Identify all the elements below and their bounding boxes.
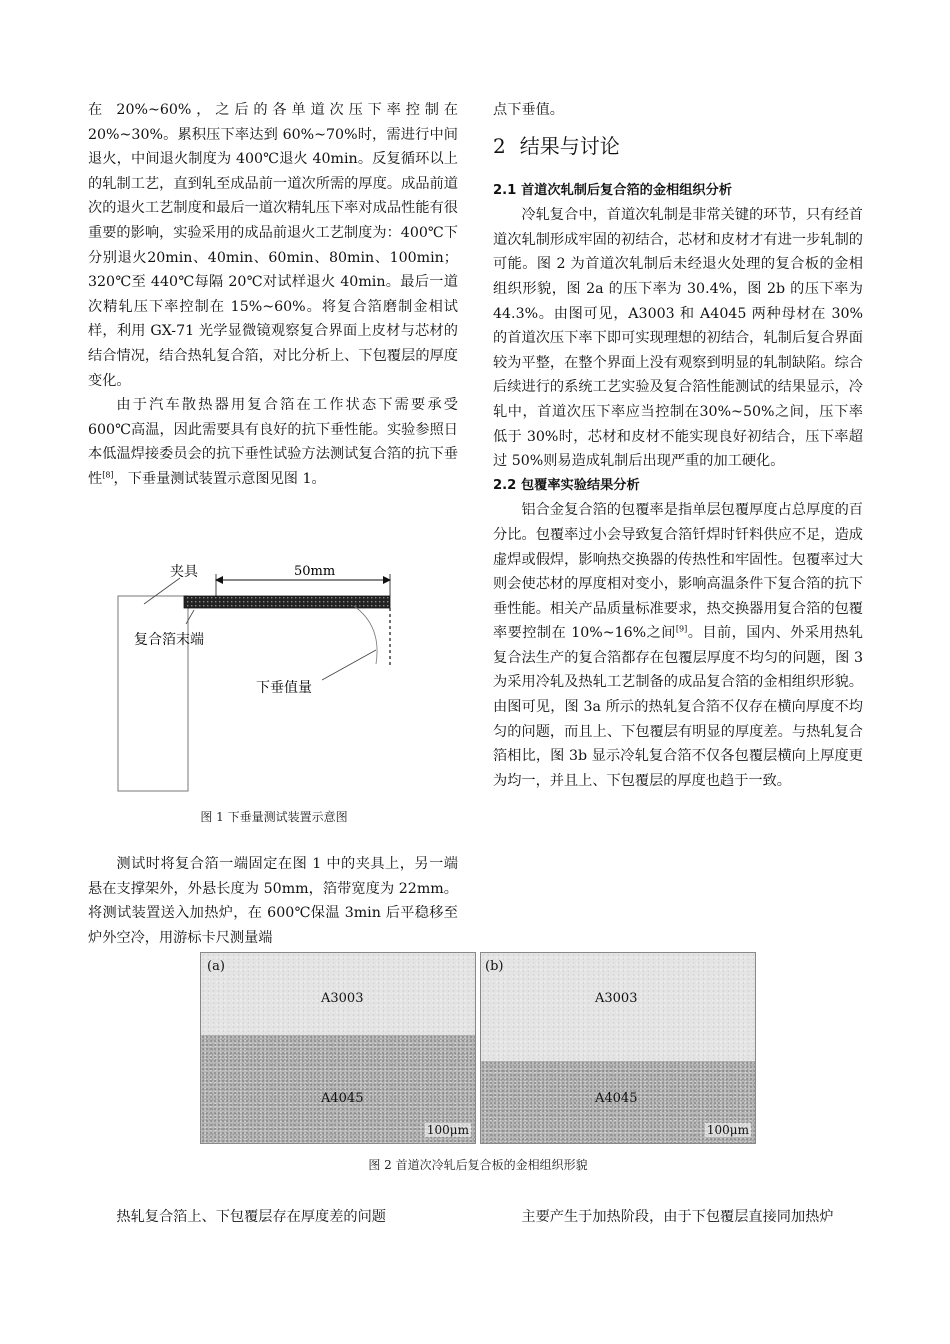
left-column-continued [88, 852, 458, 950]
support-frame [118, 596, 188, 791]
paragraph-text: 铝合金复合箔的包覆率是指单层包覆厚度占总厚度的百分比。包覆率过小会导致复合箔钎焊时钎料供应不足，造成虚焊或假焊，影响热交换器的传热性和牢固性。包覆率过大则会使芯材的厚度相对变小，影响高温条件下复合箔的抗下垂性能。相关产品质量标准要求，热交换器用复合箔的包覆率要控制在 10%~16%之间 [493, 502, 863, 642]
right-column-bottom [493, 1205, 863, 1230]
figure-1-caption: 图 1 下垂量测试装置示意图 [200, 810, 348, 824]
figure-1 [114, 556, 464, 796]
subsection-heading: 2.2 包覆率实验结果分析 [493, 477, 640, 493]
paragraph-text: ，下垂量测试装置示意图见图 1。 [113, 470, 326, 487]
bottom-layer-label: A4045 [595, 1091, 638, 1106]
end-leader-line [186, 610, 194, 624]
sag-leader-line [322, 650, 376, 680]
citation: [9] [675, 624, 688, 634]
paragraph: 在 20%~60%，之后的各单道次压下率控制在20%~30%。累积压下率达到 60%~70%时，需进行中间退火，中间退火制度为 400℃退火 40min。反复循环以上的轧制工艺，直到轧至成品前一道次所需的厚度。成品前道次的退火工艺制度和最后一道次精轧压下率对成品性能有很重要的影响，实验采用的成品前退火工艺制度为：400℃下分别退火20min、40min、60min、80min、100min；320℃至 440℃每隔 20℃对试样退火 40min。最后一道次精轧压下率控制在 15%~60%。将复合箔磨制金相试样，利用 GX-71 光学显微镜观察复合界面上皮材与芯材的结合情况，结合热轧复合箔，对比分析上、下包覆层的厚度变化。 [88, 102, 458, 389]
section-title: 结果与讨论 [519, 133, 620, 158]
section-heading [493, 133, 863, 159]
left-column [88, 98, 458, 492]
citation: [8] [102, 470, 114, 480]
paragraph: 测试时将复合箔一端固定在图 1 中的夹具上，另一端悬在支撑架外，外悬长度为 50mm，箔带宽度为 22mm。将测试装置送入加热炉，在 600℃保温 3min 后平稳移至炉外空冷，用游标卡尺测量端 [88, 856, 458, 946]
subsection-heading: 2.1 首道次轧制后复合箔的金相组织分析 [493, 182, 732, 198]
a3003-layer [481, 953, 755, 1061]
bottom-layer-label: A4045 [321, 1091, 364, 1106]
sag-label: 下垂值量 [256, 680, 312, 696]
top-layer-label: A3003 [595, 991, 638, 1006]
clamp-label: 夹具 [170, 564, 198, 580]
length-label: 50mm [294, 564, 336, 579]
scale-bar: 100μm [426, 1123, 469, 1137]
paragraph-text: 由于汽车散热器用复合箔在工作状态下需要承受 600℃高温，因此需要具有良好的抗下垂性能。实验参照日本低温焊接委员会的抗下垂性试验方法测试复合箔的抗下垂性 [88, 397, 458, 487]
paragraph [88, 393, 458, 491]
micrograph-a [200, 952, 476, 1144]
figure-2-caption: 图 2 首道次冷轧后复合板的金相组织形貌 [368, 1158, 588, 1172]
panel-tag: (b) [485, 959, 504, 974]
paragraph-text: 。目前，国内、外采用热轧复合法生产的复合箔都存在包覆层厚度不均匀的问题，图 3 为采用冷轧及热轧工艺制备的成品复合箔的金相组织形貌。由图可见，图 3a 所示的热轧复合箔不仅存在横向厚度不均匀的问题，而且上、下包覆层有明显的厚度差。与热轧复合箔相比，图 3b 显示冷轧复合箔不仅各包覆层横向上厚度更为均一，并且上、下包覆层的厚度也趋于一致。 [493, 625, 863, 789]
figure-2 [200, 952, 756, 1144]
left-column-bottom [88, 1205, 458, 1230]
right-column [493, 98, 863, 793]
paragraph: 冷轧复合中，首道次轧制是非常关键的环节，只有经首道次轧制形成牢固的初结合，芯材和皮材才有进一步轧制的可能。图 2 为首道次轧制后未经退火处理的复合板的金相组织形貌，图 2a 的压下率为 30.4%，图 2b 的压下率为 44.3%。由图可见，A3003 和 A4045 两种母材在 30%的首道次压下率下即可实现理想的初结合，轧制后复合界面较为平整，在整个界面上没有观察到明显的轧制缺陷。综合后续进行的系统工艺实验及复合箔性能测试的结果显示，冷轧中，首道次压下率应当控制在30%~50%之间，压下率低于 30%时，芯材和皮材不能实现良好初结合，压下率超过 50%则易造成轧制后出现严重的加工硬化。 [493, 207, 863, 470]
top-layer-label: A3003 [321, 991, 364, 1006]
panel-tag: (a) [207, 959, 225, 974]
composite-foil [184, 596, 390, 608]
paragraph: 主要产生于加热阶段，由于下包覆层直接同加热炉 [521, 1209, 834, 1225]
sag-curve [354, 606, 377, 664]
scale-bar: 100μm [706, 1123, 749, 1137]
micrograph-b [480, 952, 756, 1144]
paragraph: 点下垂值。 [493, 102, 564, 118]
section-number: 2 [493, 133, 506, 158]
paragraph [493, 498, 863, 793]
foil-end-label: 复合箔末端 [134, 632, 204, 648]
sag-test-diagram [114, 556, 464, 796]
clamp-leader-line [144, 578, 180, 604]
paragraph: 热轧复合箔上、下包覆层存在厚度差的问题 [116, 1209, 386, 1225]
